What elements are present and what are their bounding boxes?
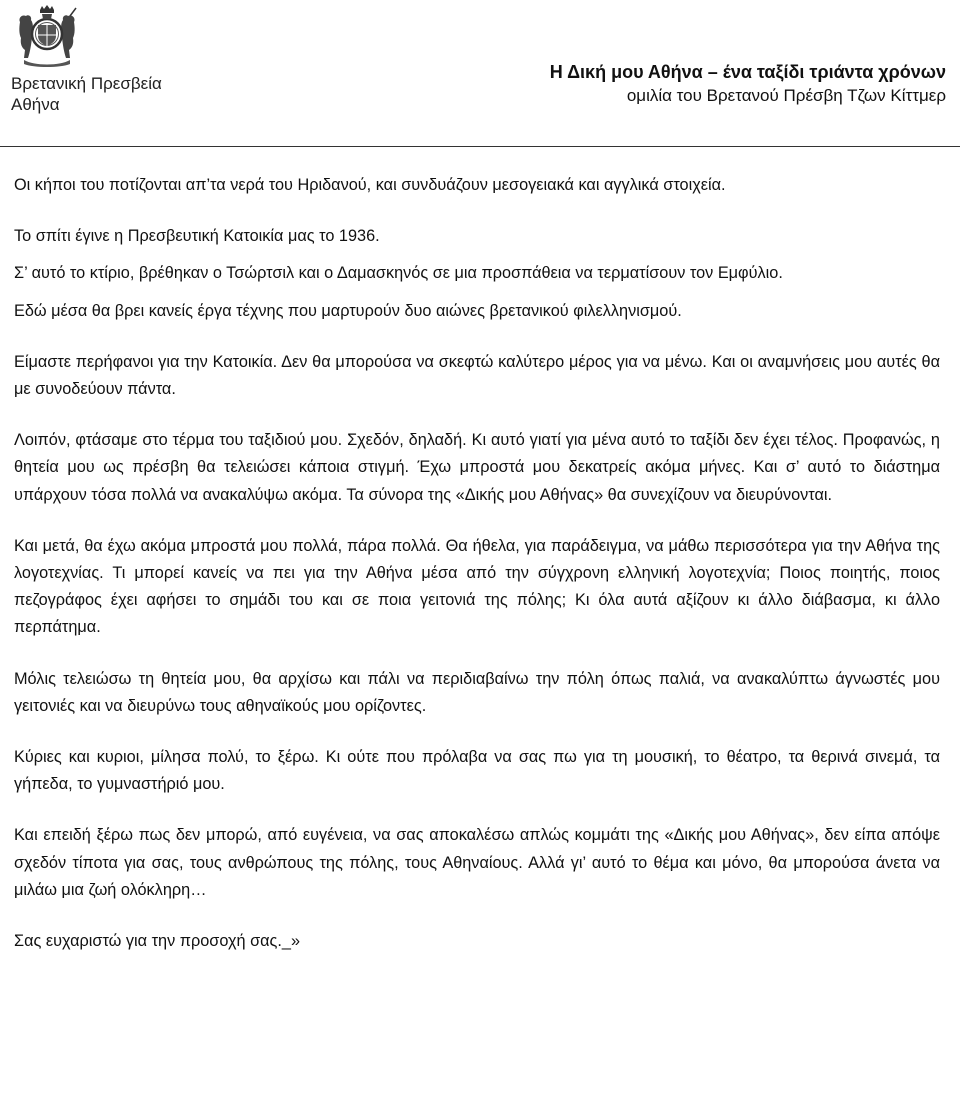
paragraph: Και επειδή ξέρω πως δεν μπορώ, από ευγένεια, να σας αποκαλέσω απλώς κομμάτι της «Δικής μου Αθήνας», δεν είπα απόψε σχεδόν τίποτα για σας, τους ανθρώπους της πόλης, τους Αθηναίους. Αλλά γι’ αυτό το θέμα και μόνο, θα μπορούσα άνετα να μιλάω μια ζωή ολόκληρη…: [14, 826, 940, 899]
document-title-block: [550, 60, 946, 108]
royal-coat-of-arms-icon: [14, 4, 80, 68]
paragraph: Είμαστε περήφανοι για την Κατοικία. Δεν θα μπορούσα να σκεφτώ καλύτερο μέρος για να μένω. Και οι αναμνήσεις μου αυτές θα με συνοδεύουν πάντα.: [14, 352, 940, 399]
document-subtitle: ομιλία του Βρετανού Πρέσβη Τζων Κίττμερ: [626, 86, 946, 105]
paragraph: Σ’ αυτό το κτίριο, βρέθηκαν ο Τσώρτσιλ και ο Δαμασκηνός σε μια προσπάθεια να τερματίσουν τον Εμφύλιο.: [14, 264, 783, 283]
paragraph: Σας ευχαριστώ για την προσοχή σας._»: [14, 932, 301, 951]
paragraph: Λοιπόν, φτάσαμε στο τέρμα του ταξιδιού μου. Σχεδόν, δηλαδή. Κι αυτό γιατί για μένα αυτό το ταξίδι δεν έχει τέλος. Προφανώς, η θητεία μου ως πρέσβη θα τελειώσει κάποια στιγμή. Έχω μπροστά μου δεκατρείς ακόμα μήνες. Και σ’ αυτό το διάστημα υπάρχουν τόσα πολλά να ανακαλύψω ακόμα. Τα σύνορα της «Δικής μου Αθήνας» θα συνεχίζουν να διευρύνονται.: [14, 431, 940, 504]
header-divider: [0, 146, 960, 147]
page-header: [0, 0, 960, 146]
document-body: [14, 172, 940, 955]
embassy-name-line2: Αθήνα: [11, 95, 60, 114]
embassy-name-line1: Βρετανική Πρεσβεία: [11, 74, 162, 93]
paragraph: Το σπίτι έγινε η Πρεσβευτική Κατοικία μας το 1936.: [14, 227, 380, 246]
paragraph: Κύριες και κυριοι, μίλησα πολύ, το ξέρω. Κι ούτε που πρόλαβα να σας πω για τη μουσική, το θέατρο, τα θερινά σινεμά, τα γήπεδα, το γυμναστήριό μου.: [14, 748, 940, 794]
paragraph: Εδώ μέσα θα βρει κανείς έργα τέχνης που μαρτυρούν δυο αιώνες βρετανικού φιλελληνισμού.: [14, 301, 682, 320]
paragraph: Μόλις τελειώσω τη θητεία μου, θα αρχίσω και πάλι να περιδιαβαίνω την πόλη όπως παλιά, να ανακαλύπτω άγνωστές μου γειτονιές και να διευρύνω τους αθηναϊκούς μου ορίζοντες.: [14, 669, 940, 715]
paragraph: Οι κήποι του ποτίζονται απ’τα νερά του Ηριδανού, και συνδυάζουν μεσογειακά και αγγλικά στοιχεία.: [14, 176, 726, 194]
document-title: Η Δική μου Αθήνα – ένα ταξίδι τριάντα χρόνων: [549, 62, 946, 82]
paragraph: Και μετά, θα έχω ακόμα μπροστά μου πολλά, πάρα πολλά. Θα ήθελα, για παράδειγμα, να μάθω περισσότερα για την Αθήνα της λογοτεχνίας. Τι μπορεί κανείς να πει για την Αθήνα μέσα από την σύγχρονη ελληνική λογοτεχνία; Ποιος ποιητής, ποιος πεζογράφος έχει αφήσει το σημάδι του και σε ποια γειτονιά της πόλης; Κι όλα αυτά αξίζουν κι άλλο διάβασμα, κι άλλο περπάτημα.: [14, 536, 940, 637]
embassy-name: [11, 73, 162, 115]
